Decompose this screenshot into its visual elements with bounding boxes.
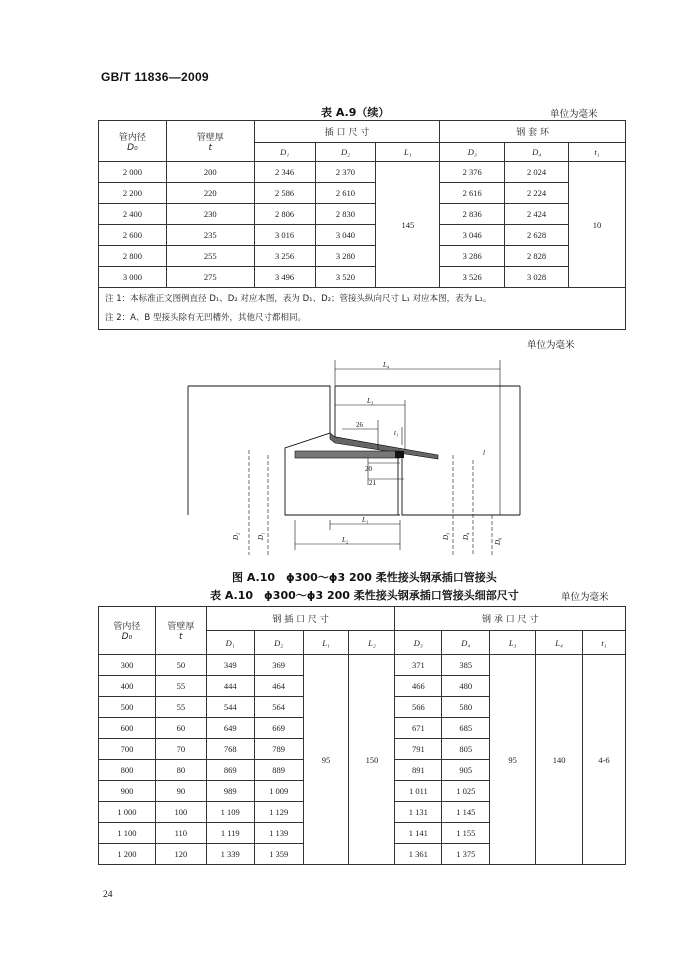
right-pipe-outline bbox=[335, 386, 520, 515]
table-row bbox=[99, 267, 626, 288]
cell: 1 155 bbox=[442, 823, 490, 844]
cell: 55 bbox=[155, 676, 206, 697]
rubber-gasket bbox=[395, 451, 404, 458]
cell: 2 610 bbox=[315, 183, 376, 204]
header-symbol: D₀ bbox=[121, 632, 133, 642]
table-a10-caption: 表 A.10 ϕ300～ϕ3 200 柔性接头钢承插口管接头细部尺寸 bbox=[210, 589, 519, 602]
cell: 300 bbox=[99, 655, 156, 676]
cell: 1 000 bbox=[99, 802, 156, 823]
table-row bbox=[99, 162, 626, 183]
cell: 989 bbox=[206, 781, 254, 802]
cell: 3 016 bbox=[254, 225, 315, 246]
table-row bbox=[99, 655, 626, 676]
header-wall-thickness bbox=[166, 121, 254, 162]
cell: 2 828 bbox=[505, 246, 569, 267]
cell: 235 bbox=[166, 225, 254, 246]
cell: 3 496 bbox=[254, 267, 315, 288]
table-row bbox=[99, 246, 626, 267]
cell: 1 131 bbox=[395, 802, 442, 823]
cell: 889 bbox=[254, 760, 303, 781]
cell: 3 286 bbox=[440, 246, 505, 267]
label-d2: D₂ bbox=[232, 532, 240, 540]
cell: 220 bbox=[166, 183, 254, 204]
sub-header: D₁ bbox=[206, 631, 254, 655]
cell: 3 046 bbox=[440, 225, 505, 246]
cell: 2 376 bbox=[440, 162, 505, 183]
cell: 1 375 bbox=[442, 844, 490, 865]
label-d1: D₁ bbox=[257, 532, 265, 540]
label-l3: L₃ bbox=[367, 397, 374, 405]
cell: 2 024 bbox=[505, 162, 569, 183]
cell: 1 109 bbox=[206, 802, 254, 823]
cell: 2 224 bbox=[505, 183, 569, 204]
label-d4: D₄ bbox=[462, 532, 470, 540]
sub-header: t₁ bbox=[583, 631, 626, 655]
sub-header: D₄ bbox=[505, 143, 569, 162]
sub-header: L₁ bbox=[303, 631, 349, 655]
cell: 791 bbox=[395, 739, 442, 760]
cell: 2 830 bbox=[315, 204, 376, 225]
cell: 891 bbox=[395, 760, 442, 781]
figure-unit: 单位为毫米 bbox=[527, 340, 575, 351]
cell: 566 bbox=[395, 697, 442, 718]
header-socket-dims: 钢 承 口 尺 寸 bbox=[395, 607, 626, 631]
cell: 1 145 bbox=[442, 802, 490, 823]
cell: 255 bbox=[166, 246, 254, 267]
cell-l3-merged: 95 bbox=[490, 655, 536, 865]
cell: 3 028 bbox=[505, 267, 569, 288]
cell-t1-merged: 10 bbox=[569, 162, 626, 288]
cell: 55 bbox=[155, 697, 206, 718]
cell: 3 256 bbox=[254, 246, 315, 267]
cell-l1-merged: 95 bbox=[303, 655, 349, 865]
cell: 900 bbox=[99, 781, 156, 802]
left-pipe-outline bbox=[188, 386, 400, 515]
cell: 2 424 bbox=[505, 204, 569, 225]
table-a9-unit: 单位为毫米 bbox=[550, 109, 598, 120]
cell: 110 bbox=[155, 823, 206, 844]
cell: 1 009 bbox=[254, 781, 303, 802]
cell-l1-merged: 145 bbox=[376, 162, 440, 288]
cell: 2 806 bbox=[254, 204, 315, 225]
pipe-joint-drawing bbox=[170, 355, 550, 560]
cell: 700 bbox=[99, 739, 156, 760]
cell-l4-merged: 140 bbox=[536, 655, 583, 865]
cell: 580 bbox=[442, 697, 490, 718]
cell: 1 359 bbox=[254, 844, 303, 865]
cell: 200 bbox=[166, 162, 254, 183]
sub-header: D₄ bbox=[442, 631, 490, 655]
table-row bbox=[99, 183, 626, 204]
cell: 1 361 bbox=[395, 844, 442, 865]
cell: 371 bbox=[395, 655, 442, 676]
cell: 869 bbox=[206, 760, 254, 781]
cell: 3 520 bbox=[315, 267, 376, 288]
header-label: 管壁厚 bbox=[196, 132, 224, 143]
cell: 80 bbox=[155, 760, 206, 781]
cell: 230 bbox=[166, 204, 254, 225]
cell-l2-merged: 150 bbox=[349, 655, 395, 865]
cell: 400 bbox=[99, 676, 156, 697]
header-label: 管内径 bbox=[118, 132, 146, 143]
notes-cell bbox=[99, 288, 626, 330]
cell: 671 bbox=[395, 718, 442, 739]
cell: 3 000 bbox=[99, 267, 167, 288]
cell: 2 400 bbox=[99, 204, 167, 225]
table-a10 bbox=[98, 606, 626, 865]
cell: 544 bbox=[206, 697, 254, 718]
cell: 789 bbox=[254, 739, 303, 760]
cell: 2 628 bbox=[505, 225, 569, 246]
standard-code: GB/T 11836—2009 bbox=[101, 70, 209, 84]
cell: 1 119 bbox=[206, 823, 254, 844]
cell: 669 bbox=[254, 718, 303, 739]
cell: 685 bbox=[442, 718, 490, 739]
cell: 500 bbox=[99, 697, 156, 718]
cell: 768 bbox=[206, 739, 254, 760]
label-21: 21 bbox=[369, 479, 376, 487]
cell: 564 bbox=[254, 697, 303, 718]
cell: 2 200 bbox=[99, 183, 167, 204]
table-a10-unit: 单位为毫米 bbox=[561, 592, 609, 603]
cell: 385 bbox=[442, 655, 490, 676]
cell: 275 bbox=[166, 267, 254, 288]
cell: 349 bbox=[206, 655, 254, 676]
label-l2: L₂ bbox=[342, 536, 349, 544]
cell: 1 025 bbox=[442, 781, 490, 802]
page-number: 24 bbox=[103, 890, 113, 900]
sub-header: D₂ bbox=[315, 143, 376, 162]
table-row bbox=[99, 225, 626, 246]
cell: 2 836 bbox=[440, 204, 505, 225]
cell: 3 040 bbox=[315, 225, 376, 246]
cell: 905 bbox=[442, 760, 490, 781]
cell: 805 bbox=[442, 739, 490, 760]
cell: 800 bbox=[99, 760, 156, 781]
table-a9 bbox=[98, 120, 626, 330]
cell: 2 800 bbox=[99, 246, 167, 267]
cell: 444 bbox=[206, 676, 254, 697]
table-a9-caption: 表 A.9（续） bbox=[321, 106, 390, 119]
cell: 2 370 bbox=[315, 162, 376, 183]
header-wall-thickness bbox=[155, 607, 206, 655]
cell: 1 011 bbox=[395, 781, 442, 802]
cell: 1 339 bbox=[206, 844, 254, 865]
cell: 2 346 bbox=[254, 162, 315, 183]
cell: 649 bbox=[206, 718, 254, 739]
cell: 466 bbox=[395, 676, 442, 697]
cell: 60 bbox=[155, 718, 206, 739]
header-symbol: D₀ bbox=[127, 142, 138, 153]
label-d0: D₀ bbox=[494, 537, 502, 545]
cell: 2 586 bbox=[254, 183, 315, 204]
cell: 3 280 bbox=[315, 246, 376, 267]
note-2: 注 2：A、B 型接头除有无凹槽外，其他尺寸都相同。 bbox=[105, 312, 306, 323]
cell: 1 139 bbox=[254, 823, 303, 844]
cell: 120 bbox=[155, 844, 206, 865]
header-spigot-dims: 钢 插 口 尺 寸 bbox=[206, 607, 395, 631]
sub-header: D₃ bbox=[440, 143, 505, 162]
sub-header: L₂ bbox=[349, 631, 395, 655]
header-inner-diameter bbox=[99, 121, 167, 162]
sub-header: t₁ bbox=[569, 143, 626, 162]
cell: 1 141 bbox=[395, 823, 442, 844]
header-label: 管壁厚 bbox=[167, 622, 195, 632]
sub-header: D₁ bbox=[254, 143, 315, 162]
cell: 90 bbox=[155, 781, 206, 802]
cell: 1 200 bbox=[99, 844, 156, 865]
cell: 369 bbox=[254, 655, 303, 676]
sub-header: L₃ bbox=[490, 631, 536, 655]
header-inner-diameter bbox=[99, 607, 156, 655]
cell: 600 bbox=[99, 718, 156, 739]
note-1: 注 1：本标准正文图例直径 D₁、D₂ 对应本图，表为 D₁、D₂；管接头纵向尺寸 L₁ 对应本图，表为 L₁。 bbox=[105, 293, 492, 304]
header-label: 管内径 bbox=[113, 622, 141, 632]
label-l1: L₁ bbox=[362, 516, 369, 524]
cell: 70 bbox=[155, 739, 206, 760]
cell: 3 526 bbox=[440, 267, 505, 288]
table-row bbox=[99, 204, 626, 225]
sub-header: L₄ bbox=[536, 631, 583, 655]
label-l: l bbox=[483, 449, 485, 457]
cell: 1 100 bbox=[99, 823, 156, 844]
steel-spigot-ring bbox=[295, 451, 400, 458]
label-d3: D₃ bbox=[442, 532, 450, 540]
cell: 2 616 bbox=[440, 183, 505, 204]
cell: 2 000 bbox=[99, 162, 167, 183]
figure-a10-caption: 图 A.10 ϕ300～ϕ3 200 柔性接头钢承插口管接头 bbox=[232, 571, 497, 584]
label-t1: t₁ bbox=[394, 429, 399, 437]
sub-header: D₂ bbox=[254, 631, 303, 655]
header-steel-ring: 钢 套 环 bbox=[440, 121, 626, 143]
cell: 2 600 bbox=[99, 225, 167, 246]
cell: 1 129 bbox=[254, 802, 303, 823]
label-26: 26 bbox=[356, 421, 363, 429]
header-symbol: t bbox=[179, 632, 183, 642]
cell: 480 bbox=[442, 676, 490, 697]
sub-header: D₃ bbox=[395, 631, 442, 655]
cell: 100 bbox=[155, 802, 206, 823]
cell: 464 bbox=[254, 676, 303, 697]
label-20: 20 bbox=[365, 465, 372, 473]
header-spigot-dims: 插 口 尺 寸 bbox=[254, 121, 440, 143]
notes-row bbox=[99, 288, 626, 330]
cell-t1-merged: 4-6 bbox=[583, 655, 626, 865]
label-l4: L₄ bbox=[383, 361, 390, 369]
sub-header: L₁ bbox=[376, 143, 440, 162]
header-symbol: t bbox=[208, 142, 213, 153]
cell: 50 bbox=[155, 655, 206, 676]
